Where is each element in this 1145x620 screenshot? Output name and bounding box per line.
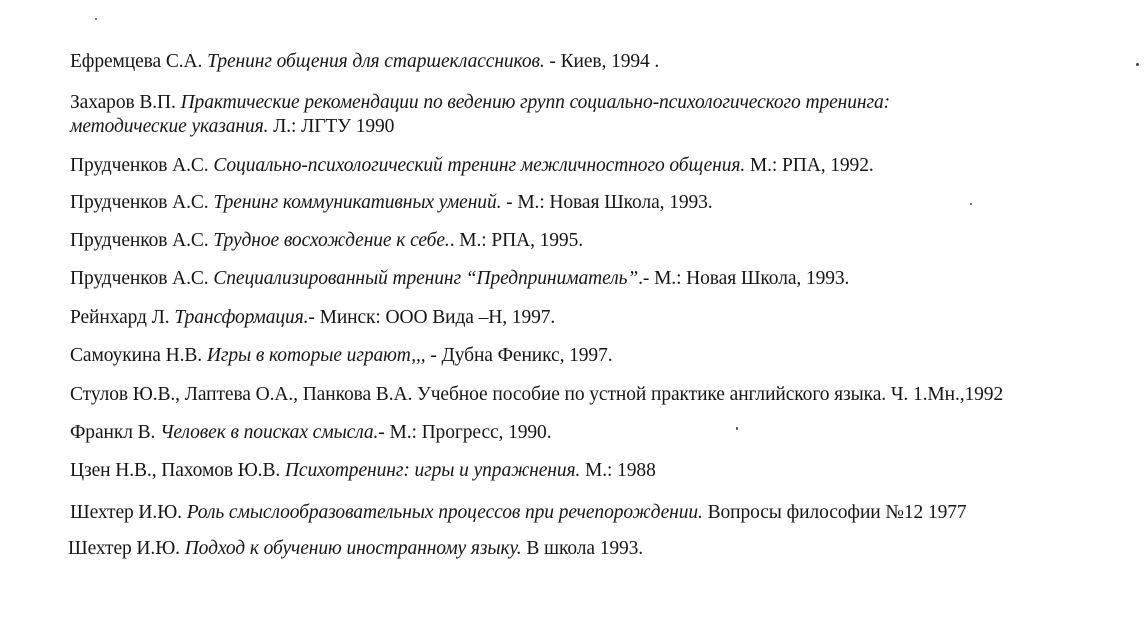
reference-author: Прудченков А.С.	[70, 230, 209, 251]
reference-title: Практические рекомендации по ведению групп социально-психологического тренинга:	[180, 92, 891, 113]
reference-entry	[70, 383, 1003, 407]
reference-publication: Вопросы философии №12 1977	[702, 502, 967, 523]
reference-entry-continuation	[70, 115, 394, 139]
scan-speck	[736, 427, 738, 430]
reference-entry	[70, 421, 551, 445]
reference-author: Цзен Н.В., Пахомов Ю.В.	[70, 460, 281, 481]
reference-author: Прудченков А.С.	[70, 268, 209, 289]
reference-title: Трансформация.	[174, 307, 309, 328]
reference-title: Роль смыслообразовательных процессов при речепорождении.	[186, 502, 703, 523]
reference-author: Рейнхард Л.	[70, 307, 170, 328]
scan-speck	[970, 203, 972, 205]
reference-title: Подход к обучению иностранному языку.	[184, 538, 522, 559]
reference-entry	[70, 459, 656, 483]
reference-publication: - Дубна Феникс, 1997.	[425, 345, 613, 366]
reference-author: Захаров В.П.	[70, 92, 176, 113]
scan-speck	[1136, 63, 1139, 66]
reference-publication: .- М.: Новая Школа, 1993.	[638, 268, 850, 289]
reference-publication: - М.: Прогресс, 1990.	[378, 422, 552, 443]
reference-author: Стулов Ю.В., Лаптева О.А., Панкова В.А.	[70, 384, 413, 405]
reference-publication: - Минск: ООО Вида –Н, 1997.	[308, 307, 556, 328]
reference-entry	[68, 537, 643, 561]
reference-title: Игры в которые играют,,,	[206, 345, 426, 366]
reference-publication: Л.: ЛГТУ 1990	[268, 116, 395, 137]
reference-author: Самоукина Н.В.	[70, 345, 203, 366]
reference-title: методические указания.	[70, 116, 269, 137]
reference-publication: М.: 1988	[580, 460, 656, 481]
reference-author: Прудченков А.С.	[70, 155, 209, 176]
reference-title: Психотренинг: игры и упражнения.	[284, 460, 581, 481]
reference-entry	[70, 501, 967, 525]
reference-publication: Учебное пособие по устной практике английского языка. Ч. 1.Мн.,1992	[417, 384, 1004, 405]
reference-publication: - Киев, 1994 .	[544, 51, 660, 72]
scan-speck	[95, 18, 97, 20]
reference-author: Франкл В.	[70, 422, 156, 443]
reference-entry	[70, 191, 713, 215]
reference-publication: М.: РПА, 1992.	[745, 155, 874, 176]
reference-entry	[70, 154, 874, 178]
reference-author: Шехтер И.Ю.	[68, 538, 180, 559]
reference-title: Социально-психологический тренинг межличностного общения.	[213, 155, 746, 176]
reference-entry	[70, 306, 555, 330]
reference-entry	[70, 50, 659, 74]
reference-entry	[70, 267, 849, 291]
reference-publication: - М.: Новая Школа, 1993.	[501, 192, 713, 213]
reference-publication: В школа 1993.	[521, 538, 644, 559]
reference-title: Специализированный тренинг “Предприниматель”	[213, 268, 639, 289]
reference-title: Тренинг коммуникативных умений.	[213, 192, 502, 213]
reference-entry	[70, 344, 613, 368]
reference-author: Шехтер И.Ю.	[70, 502, 182, 523]
reference-title: Трудное восхождение к себе.	[213, 230, 450, 251]
reference-publication: . М.: РПА, 1995.	[449, 230, 583, 251]
reference-author: Ефремцева С.А.	[70, 51, 203, 72]
reference-author: Прудченков А.С.	[70, 192, 209, 213]
reference-entry	[70, 91, 890, 115]
reference-entry	[70, 229, 583, 253]
reference-title: Тренинг общения для старшеклассников.	[207, 51, 545, 72]
reference-title: Человек в поисках смысла.	[160, 422, 379, 443]
